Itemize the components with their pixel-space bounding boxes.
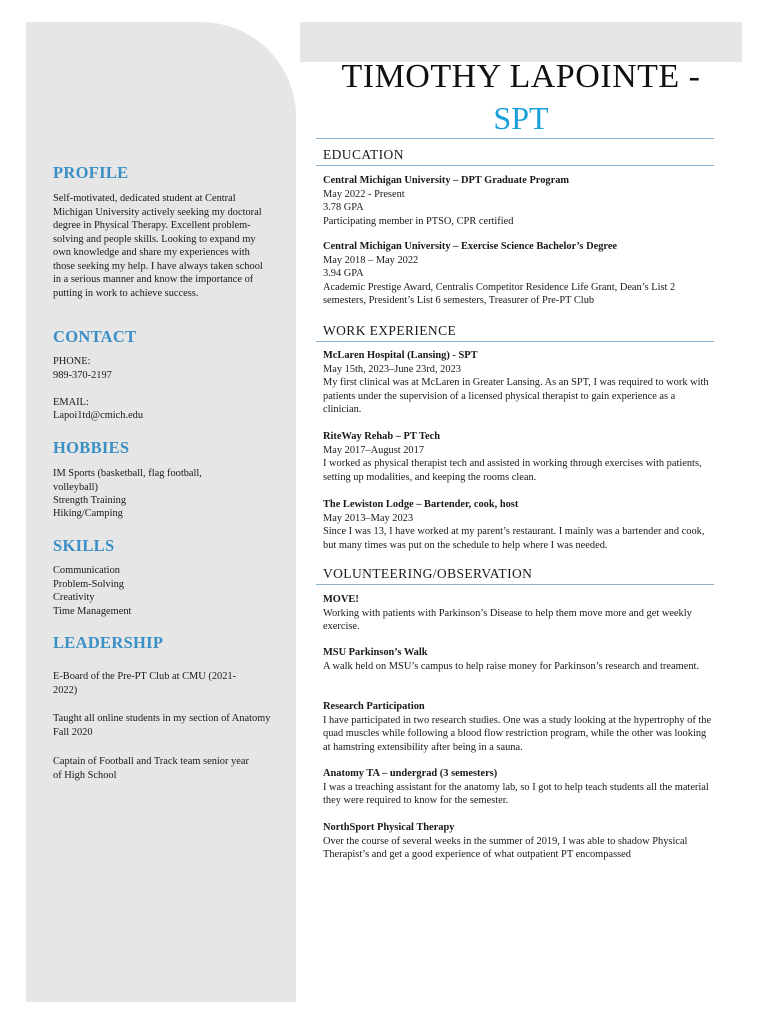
entry-line: Participating member in PTSO, CPR certified xyxy=(323,215,514,227)
entry-title: McLaren Hospital (Lansing) - SPT xyxy=(323,350,478,361)
profile-text: Self-motivated, dedicated student at Central Michigan University actively seeking my doctoral degree in Physical Therapy. Excellent problem-solving and people skills. Looking to expand my own knowledge and share my experiences with those seeking my help. I have always taken school in a serious manner and know the importance of putting in work to achieve success. xyxy=(53,193,263,299)
entry-title: MSU Parkinson’s Walk xyxy=(323,647,428,658)
work-heading: WORK EXPERIENCE xyxy=(323,323,457,338)
work-entry xyxy=(323,498,715,552)
entry-line: My first clinical was at McLaren in Greater Lansing. As an SPT, I was required to work with patients under the supervision of a licensed physical therapist to gain experience as a clinician. xyxy=(323,377,709,415)
entry-line: A walk held on MSU’s campus to help raise money for Parkinson’s research and treament. xyxy=(323,660,699,672)
skills-heading: SKILLS xyxy=(53,536,115,555)
hobby-item: IM Sports (basketball, flag football, volleyball) xyxy=(53,468,202,493)
entry-line: I worked as physical therapist tech and assisted in working through exercises with patients, setting up modalities, and keeping the rooms clean. xyxy=(323,458,702,483)
volunteer-entry xyxy=(323,593,715,634)
entry-title: Central Michigan University – Exercise Science Bachelor’s Degree xyxy=(323,241,618,252)
leadership-heading: LEADERSHIP xyxy=(53,633,164,652)
leadership-item: Taught all online students in my section of Anatomy Fall 2020 xyxy=(53,713,271,738)
hobby-item: Hiking/Camping xyxy=(53,508,123,519)
divider xyxy=(316,138,714,139)
hobby-item: Strength Training xyxy=(53,495,127,506)
candidate-title: SPT xyxy=(493,100,549,136)
entry-title: Central Michigan University – DPT Graduate Program xyxy=(323,175,570,186)
entry-line: Academic Prestige Award, Centralis Competitor Residence Life Grant, Dean’s List 2 semesters, President’s List 6 semesters, Treasurer of Pre-PT Club xyxy=(323,281,676,306)
entry-title: Research Participation xyxy=(323,701,425,712)
entry-title: Anatomy TA – undergrad (3 semesters) xyxy=(323,768,498,779)
phone-label: PHONE: xyxy=(53,356,91,367)
entry-line: May 15th, 2023–June 23rd, 2023 xyxy=(323,363,461,375)
entry-line: Over the course of several weeks in the summer of 2019, I was able to shadow Physical Therapist’s and get a good experience of what outpatient PT encompassed xyxy=(323,835,688,860)
education-entry xyxy=(323,240,715,308)
phone-value: 989-370-2197 xyxy=(53,370,112,381)
skill-item: Time Management xyxy=(53,606,132,617)
entry-title: MOVE! xyxy=(323,594,359,605)
work-entry xyxy=(323,349,715,417)
profile-heading: PROFILE xyxy=(53,163,129,182)
entry-title: NorthSport Physical Therapy xyxy=(323,822,455,833)
skill-item: Communication xyxy=(53,565,120,576)
divider xyxy=(316,341,714,342)
hobbies-heading: HOBBIES xyxy=(53,438,130,457)
sidebar xyxy=(26,22,296,1002)
header-band xyxy=(300,22,742,62)
email-value[interactable]: Lapoi1td@cmich.edu xyxy=(53,410,144,421)
contact-heading: CONTACT xyxy=(53,327,137,346)
leadership-item: E-Board of the Pre-PT Club at CMU (2021-2022) xyxy=(53,671,237,696)
skill-item: Creativity xyxy=(53,592,95,603)
entry-line: May 2018 – May 2022 xyxy=(323,254,419,266)
entry-line: May 2013–May 2023 xyxy=(323,512,414,524)
divider xyxy=(316,165,714,166)
volunteer-entry xyxy=(323,646,715,673)
entry-line: I have participated in two research studies. One was a study looking at the hypertrophy of the quad muscles while following a blood flow restriction program, while the other was looking at hamstring extensibility after being in a sauna. xyxy=(323,714,712,753)
entry-line: 3.78 GPA xyxy=(323,202,364,213)
volunteering-heading: VOLUNTEERING/OBSERVATION xyxy=(323,566,533,581)
email-label: EMAIL: xyxy=(53,397,89,408)
education-heading: EDUCATION xyxy=(323,147,404,162)
entry-title: The Lewiston Lodge – Bartender, cook, host xyxy=(323,499,519,510)
skill-item: Problem-Solving xyxy=(53,579,125,590)
work-entry xyxy=(323,430,715,484)
education-entry xyxy=(323,174,715,228)
leadership-item: Captain of Football and Track team senior year of High School xyxy=(53,756,249,781)
entry-line: Working with patients with Parkinson’s Disease to help them move more and get weekly exercise. xyxy=(323,607,692,632)
volunteer-entry xyxy=(323,767,715,808)
entry-line: I was a treaching assistant for the anatomy lab, so I got to help teach students all the material they were required to know for the semester. xyxy=(323,781,709,806)
volunteer-entry xyxy=(323,700,715,754)
volunteer-entry xyxy=(323,821,715,862)
candidate-name: TIMOTHY LAPOINTE - xyxy=(341,58,701,95)
entry-line: May 2017–August 2017 xyxy=(323,444,425,456)
entry-title: RiteWay Rehab – PT Tech xyxy=(323,431,441,442)
divider xyxy=(316,584,714,585)
entry-line: Since I was 13, I have worked at my parent’s restaurant. I mainly was a bartender and cook, but many times was put on the schedule to help where I was needed. xyxy=(323,526,705,551)
entry-line: 3.94 GPA xyxy=(323,268,364,279)
entry-line: May 2022 - Present xyxy=(323,188,405,200)
